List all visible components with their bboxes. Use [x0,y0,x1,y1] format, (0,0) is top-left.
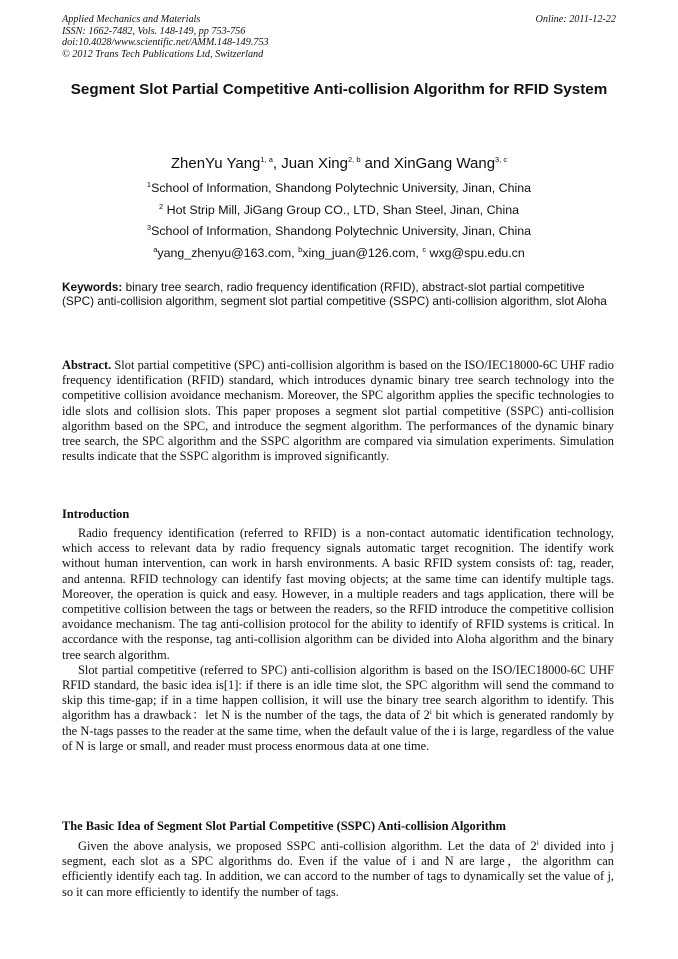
author-emails: $^a$yang_zhenyu@163.com, $^b$xing_juan@126.com, $^c$ wxg@spu.edu.cn [153,244,525,260]
abstract-label: Abstract. [62,358,112,372]
section-heading-introduction: Introduction [62,507,130,521]
author-name: , Juan Xing [272,155,348,172]
abstract [62,358,614,464]
paragraph: Slot partial competitive (referred to SPC) anti-collision algorithm is based on the ISO/IEC18000-6C UHF RFID standard, the basic idea is[1]: if there is an idle time slot, the SPC algorithm will send the command to skip this time-gap; if in a time happen collision, it will use the binary tree search algorithm to identify. This algorithm has a drawback：let N is the number of the tags, the data of 2$^i$ bit which is generated randomly by the N-tags passes to the reader at the same time, when the default value of the i is large, regardless of the value of N is large or small, and reader must process enormous data at one time. [62,662,614,753]
email-link[interactable]: yang_zhenyu@163.com, [157,246,299,260]
publication-meta [62,14,616,60]
author-sup: 2, b [347,155,361,164]
online-date: Online: 2011-12-22 [535,14,616,25]
affiliation-3: $^3$School of Information, Shandong Polytechnic University, Jinan, China [146,222,532,238]
journal-name: Applied Mechanics and Materials [62,14,201,25]
affiliation-2: $^2$ Hot Strip Mill, JiGang Group CO., LTD, Shan Steel, Jinan, China [159,201,519,217]
keywords-label: Keywords: [62,280,123,294]
affiliation-1: $^1$School of Information, Shandong Polytechnic University, Jinan, China [146,179,532,195]
author-name: and XinGang Wang [360,155,496,172]
doi: doi:10.4028/www.scientific.net/AMM.148-149.753 [62,37,269,48]
section-heading-sspc: The Basic Idea of Segment Slot Partial Competitive (SSPC) Anti-collision Algorithm [62,819,506,833]
paragraph: Given the above analysis, we proposed SSPC anti-collision algorithm. Let the data of 2$^i$ divided into j segment, each slot as a SPC algorithms do. Even if the value of i and N are large，the algorithm can efficiently identify each tag. In addition, we can accord to the number of tags to dynamically set the value of j, so it can more efficiently to identify the number of tags. [62,837,614,899]
author-sup: 3, c [495,155,508,164]
abstract-text: Slot partial competitive (SPC) anti-collision algorithm is based on the ISO/IEC18000-6C UHF radio frequency identification (RFID) standard, which introduces dynamic binary tree search technology into the competitive collision avoidance mechanism. Moreover, the SPC algorithm applies the specific technologies to idle slots and collision slots. This paper proposes a segment slot partial competitive (SSPC) anti-collision algorithm based on the SPC, and introduce the segment algorithm. The performances of the dynamic binary tree search, the SPC algorithm and the SSPC algorithm are compared via simulation experiments. Simulation results indicate that the SSPC algorithm is improved significantly. [62,358,614,464]
email-link[interactable]: xing_juan@126.com, [302,246,423,260]
copyright: © 2012 Trans Tech Publications Ltd, Switzerland [62,48,264,60]
keywords [62,280,616,308]
keywords-text: binary tree search, radio frequency identification (RFID), abstract-slot partial competitive (SPC) anti-collision algorithm, segment slot partial competitive (SSPC) anti-collision algorithm, slot Aloha [62,280,607,308]
paragraph: Radio frequency identification (referred to RFID) is a non-contact automatic identification technology, which access to relevant data by radio frequency signals automatic target recognition. The identify work without human intervention, can work in harsh environments. A basic RFID system consists of: tag, reader, and antenna. RFID technology can identify fast moving objects; at the same time can identify multiple tags. Moreover, the operation is quick and easy. However, in a multiple readers and tags application, there will be competitive collision between the tags or between the readers, so the RFID introduce the competitive collision avoidance mechanism. The tag anti-collision protocol for the ability to identify of RFID systems is critical. In accordance with the response, tag anti-collision algorithm can be divided into Aloha algorithm and the binary tree search algorithm. [62,526,614,662]
issn: ISSN: 1662-7482, Vols. 148-149, pp 753-756 [62,25,246,37]
introduction-body [62,526,614,754]
email-link[interactable]: wxg@spu.edu.cn [426,246,525,260]
author-sup: 1, a [260,155,273,164]
author-name: ZhenYu Yang [170,155,261,172]
paper-title: Segment Slot Partial Competitive Anti-collision Algorithm for RFID System [70,81,608,98]
section2-body [62,839,614,900]
author-list [62,155,616,173]
